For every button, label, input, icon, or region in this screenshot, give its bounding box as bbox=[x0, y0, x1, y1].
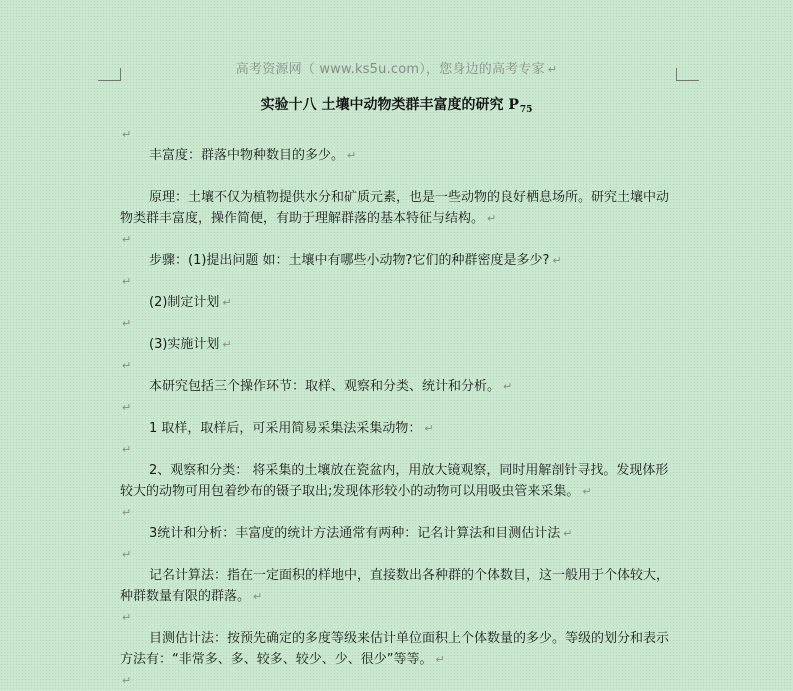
paragraph-three-steps bbox=[120, 376, 676, 397]
paragraph-counting-method bbox=[120, 565, 676, 607]
paragraph-mark-icon: ↵ bbox=[122, 548, 132, 561]
paragraph-mark-icon: ↵ bbox=[122, 443, 132, 456]
margin-corner-right bbox=[676, 68, 699, 81]
blank-line bbox=[120, 166, 676, 187]
title-main: 实验十八 土壤中动物类群丰富度的研究 P bbox=[260, 97, 519, 113]
paragraph-richness bbox=[120, 145, 676, 166]
paragraph-estimation-method bbox=[120, 628, 676, 670]
paragraph-text: 记名计算法：指在一定面积的样地中，直接数出各种群的个体数目，这一般用于个体较大，种群数量有限的群落。 bbox=[120, 568, 670, 604]
empty-paragraph bbox=[120, 313, 676, 334]
paragraph-mark-icon: ↵ bbox=[122, 275, 132, 288]
paragraph-text: 本研究包括三个操作环节：取样、观察和分类、统计和分析。 bbox=[149, 379, 501, 394]
paragraph-text: 步骤：(1)提出问题 如：土壤中有哪些小动物?它们的种群密度是多少? bbox=[149, 253, 550, 268]
paragraph-text: 原理：土壤不仅为植物提供水分和矿质元素，也是一些动物的良好栖息场所。研究土壤中动物类群丰富度，操作简便，有助于理解群落的基本特征与结构。 bbox=[120, 190, 670, 226]
paragraph-text: 2、观察和分类： 将采集的土壤放在瓷盆内，用放大镜观察，同时用解剖针寻找。发现体形较大的动物可用包着纱布的镊子取出;发现体形较小的动物可以用吸虫管来采集。 bbox=[120, 463, 669, 499]
paragraph-text: 3统计和分析：丰富度的统计方法通常有两种：记名计算法和目测估计法 bbox=[149, 526, 561, 541]
paragraph-mark-icon: ↵ bbox=[435, 653, 445, 666]
paragraph-mark-icon: ↵ bbox=[122, 506, 132, 519]
empty-paragraph bbox=[120, 355, 676, 376]
paragraph-principle bbox=[120, 187, 676, 229]
paragraph-sampling bbox=[120, 418, 676, 439]
paragraph-mark-icon: ↵ bbox=[547, 63, 558, 76]
paragraph-mark-icon: ↵ bbox=[122, 674, 132, 687]
paragraph-mark-icon: ↵ bbox=[122, 401, 132, 414]
paragraph-observe bbox=[120, 460, 676, 502]
paragraph-text: 1 取样，取样后，可采用简易采集法采集动物： bbox=[149, 421, 422, 436]
empty-paragraph bbox=[120, 397, 676, 418]
paragraph-statistics bbox=[120, 523, 676, 544]
paragraph-mark-icon: ↵ bbox=[122, 317, 132, 330]
paragraph-mark-icon: ↵ bbox=[347, 149, 357, 162]
paragraph-mark-icon: ↵ bbox=[122, 359, 132, 372]
paragraph-implement bbox=[120, 334, 676, 355]
document-body bbox=[120, 124, 676, 691]
empty-paragraph bbox=[120, 229, 676, 250]
paragraph-mark-icon: ↵ bbox=[487, 212, 497, 225]
paragraph-plan bbox=[120, 292, 676, 313]
empty-paragraph bbox=[120, 439, 676, 460]
paragraph-mark-icon: ↵ bbox=[222, 338, 232, 351]
document-title bbox=[0, 94, 793, 115]
empty-paragraph bbox=[120, 271, 676, 292]
paragraph-mark-icon: ↵ bbox=[563, 527, 573, 540]
paragraph-mark-icon: ↵ bbox=[222, 296, 232, 309]
header-text: 高考资源网（ www.ks5u.com），您身边的高考专家 bbox=[235, 62, 545, 77]
empty-paragraph bbox=[120, 502, 676, 523]
empty-paragraph bbox=[120, 124, 676, 145]
paragraph-mark-icon: ↵ bbox=[582, 485, 592, 498]
paragraph-text: 目测估计法：按预先确定的多度等级来估计单位面积上个体数量的多少。等级的划分和表示方法有：“非常多、多、较多、较少、少、很少”等等。 bbox=[120, 631, 670, 667]
paragraph-text: 丰富度：群落中物种数目的多少。 bbox=[149, 148, 345, 163]
empty-paragraph bbox=[120, 670, 676, 691]
paragraph-mark-icon: ↵ bbox=[122, 233, 132, 246]
paragraph-text: (2)制定计划 bbox=[149, 295, 220, 310]
title-page-subscript: 75 bbox=[519, 105, 533, 115]
paragraph-text: (3)实施计划 bbox=[149, 337, 220, 352]
paragraph-mark-icon: ↵ bbox=[503, 380, 513, 393]
paragraph-mark-icon: ↵ bbox=[253, 590, 263, 603]
paragraph-mark-icon: ↵ bbox=[122, 128, 132, 141]
paragraph-steps bbox=[120, 250, 676, 271]
empty-paragraph bbox=[120, 544, 676, 565]
paragraph-mark-icon: ↵ bbox=[424, 422, 434, 435]
paragraph-mark-icon: ↵ bbox=[122, 611, 132, 624]
margin-corner-left bbox=[98, 68, 121, 81]
empty-paragraph bbox=[120, 607, 676, 628]
paragraph-mark-icon: ↵ bbox=[552, 254, 562, 267]
